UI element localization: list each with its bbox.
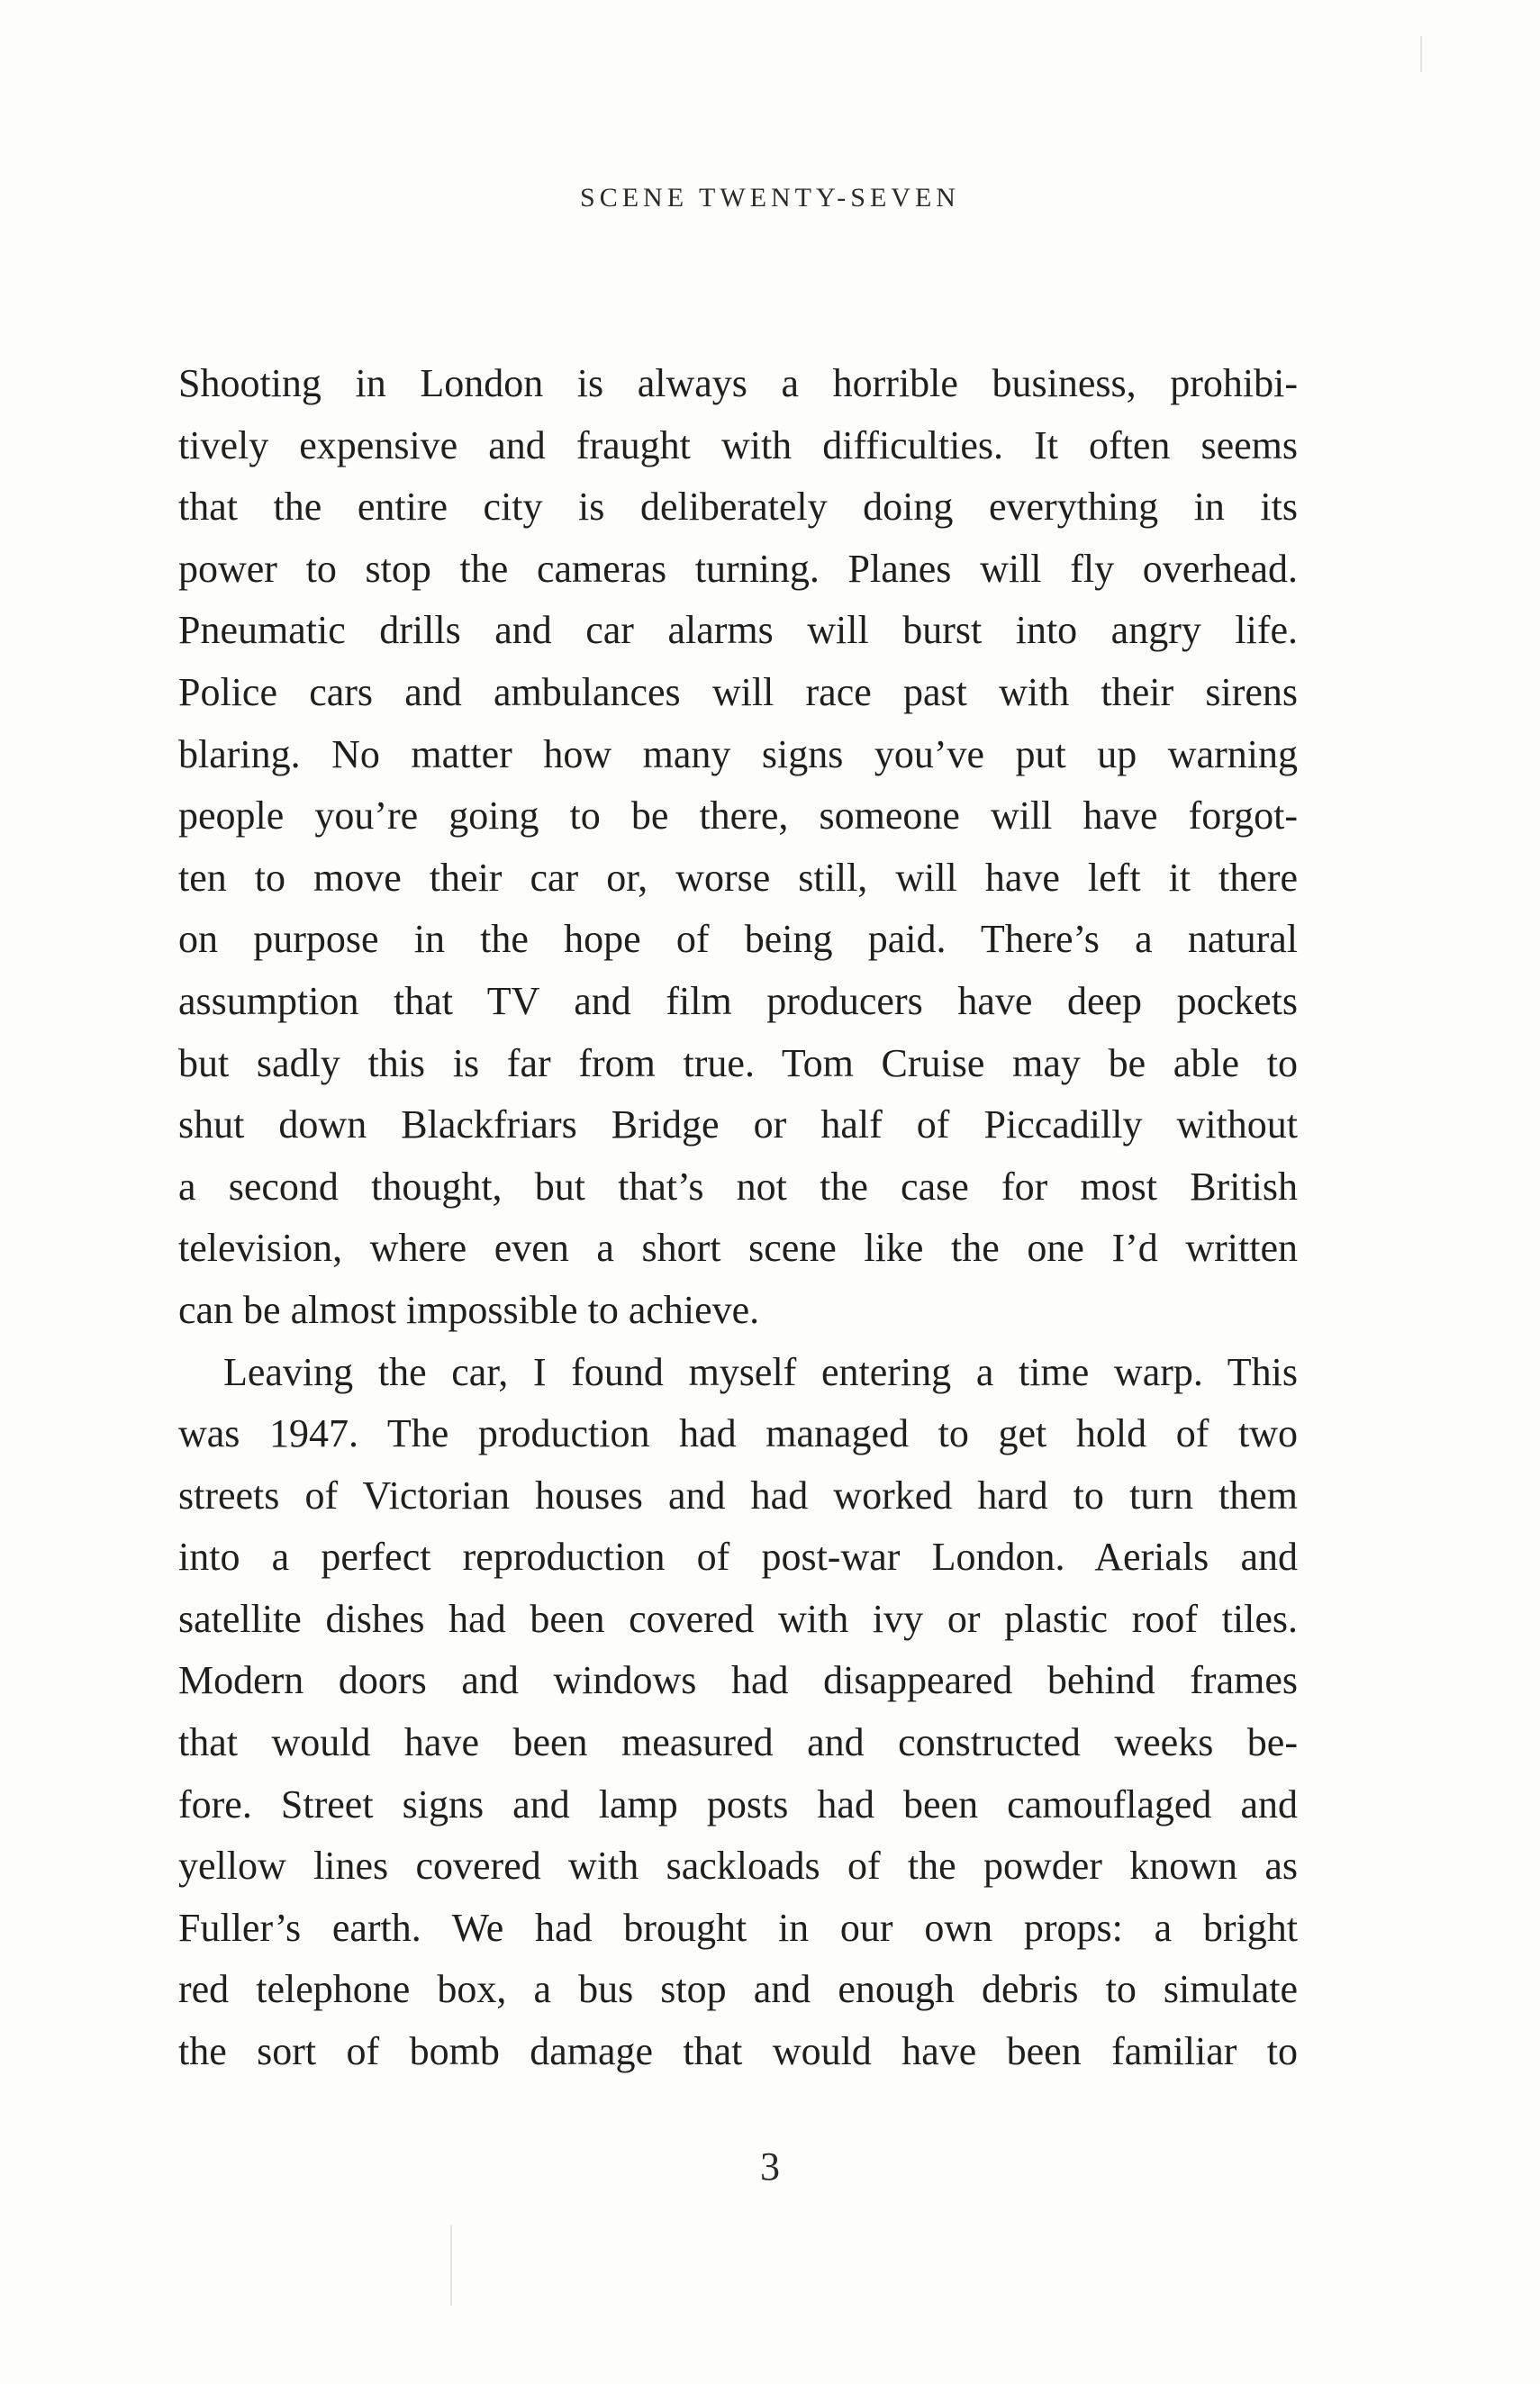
text-line: the sort of bomb damage that would have been familiar to — [178, 2029, 1298, 2074]
text-line: blaring. No matter how many signs you’ve put up warning — [178, 731, 1298, 776]
text-line: was 1947. The production had managed to get hold of two — [178, 1411, 1298, 1456]
text-line: power to stop the cameras turning. Planes will fly overhead. — [178, 546, 1298, 591]
text-line: red telephone box, a bus stop and enough debris to simulate — [178, 1967, 1298, 2012]
text-line: Fuller’s earth. We had brought in our own props: a bright — [178, 1905, 1298, 1950]
text-line: satellite dishes had been covered with ivy or plastic roof tiles. — [178, 1596, 1298, 1641]
text-line: on purpose in the hope of being paid. There’s a natural — [178, 917, 1298, 962]
paragraph — [178, 1342, 1298, 2083]
text-line: Leaving the car, I found myself entering a time warp. This — [223, 1349, 1298, 1394]
text-line: streets of Victorian houses and had worked hard to turn them — [178, 1473, 1298, 1518]
running-head: SCENE TWENTY-SEVEN — [580, 183, 960, 213]
text-line: assumption that TV and film producers have deep pockets — [178, 978, 1298, 1023]
text-line: that the entire city is deliberately doing everything in its — [178, 485, 1298, 530]
text-line: but sadly this is far from true. Tom Cruise may be able to — [178, 1040, 1298, 1085]
body-text — [178, 353, 1298, 2083]
page-number: 3 — [760, 2144, 780, 2189]
text-line: Pneumatic drills and car alarms will burst into angry life. — [178, 608, 1298, 653]
text-line: shut down Blackfriars Bridge or half of Piccadilly without — [178, 1102, 1298, 1147]
text-line: that would have been measured and constructed weeks be- — [178, 1720, 1298, 1765]
paragraph — [178, 353, 1298, 1342]
scan-artifact — [450, 2225, 452, 2306]
text-line: Police cars and ambulances will race past with their sirens — [178, 669, 1298, 714]
text-line: a second thought, but that’s not the case for most British — [178, 1164, 1298, 1209]
text-line: ten to move their car or, worse still, will have left it there — [178, 855, 1298, 900]
text-line: into a perfect reproduction of post-war London. Aerials and — [178, 1535, 1298, 1580]
text-line: television, where even a short scene like the one I’d written — [178, 1226, 1298, 1271]
text-line: Modern doors and windows had disappeared behind frames — [178, 1658, 1298, 1703]
text-line: people you’re going to be there, someone will have forgot- — [178, 793, 1298, 838]
text-line: fore. Street signs and lamp posts had been camouflaged and — [178, 1781, 1298, 1827]
scan-artifact — [1420, 36, 1422, 72]
text-line: yellow lines covered with sackloads of the powder known as — [178, 1844, 1298, 1889]
text-line: can be almost impossible to achieve. — [178, 1287, 760, 1332]
text-line: Shooting in London is always a horrible business, prohibi- — [178, 361, 1298, 405]
text-line: tively expensive and fraught with difficulties. It often seems — [178, 422, 1298, 467]
